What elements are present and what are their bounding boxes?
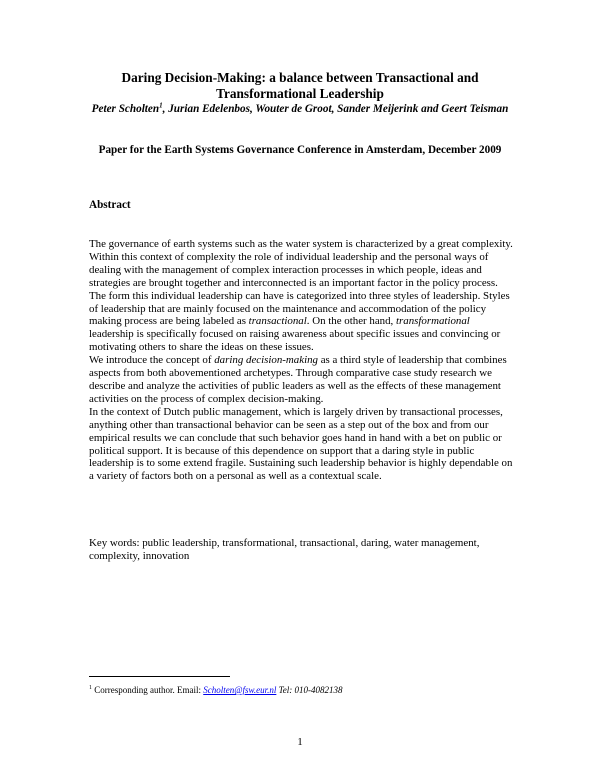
emphasis-daring-decision-making: daring decision-making [214, 354, 318, 367]
email-link[interactable]: Scholten@fsw.eur.nl [203, 685, 277, 695]
keywords: Key words: public leadership, transformational, transactional, daring, water management, complexity, innovation [89, 537, 480, 562]
abstract-paragraph-1: The governance of earth systems such as the water system is characterized by a great complexity. Within this context of complexity the role of individual leadership and the personal ways of dealing with the management of complex interaction processes in which people, ideas and strategies are brought together and interconnected is an important factor in the policy process. [89, 238, 513, 289]
author-list [80, 102, 520, 117]
co-authors: , Jurian Edelenbos, Wouter de Groot, Sander Meijerink and Geert Teisman [162, 103, 509, 115]
paper-title: Daring Decision-Making: a balance between Transactional and Transformational Leadership [121, 70, 479, 101]
footnote-telephone: Tel: 010-4082138 [276, 685, 343, 695]
text-span: The form this individual leadership can have is categorized into three styles of leadership. Styles of leadership that are mainly focused on the maintenance and accommodation of the policy making process are being labeled as [89, 289, 510, 328]
emphasis-transformational: transformational [396, 315, 470, 328]
abstract-heading: Abstract [89, 199, 131, 211]
abstract-paragraph-3 [89, 354, 516, 406]
footnote-text: Corresponding author. Email: [92, 685, 204, 695]
text-span: We introduce the concept of [89, 354, 215, 367]
text-span: leadership is specifically focused on raising awareness about specific issues and convincing or motivating others to share the ideas on these issues. [89, 328, 501, 354]
abstract-body [89, 238, 516, 483]
footnote-divider [89, 676, 230, 677]
abstract-paragraph-4: In the context of Dutch public management, which is largely driven by transactional processes, anything other than transactional behavior can be seen as a step out of the box and from our empirical results we can conclude that such behavior goes hand in hand with a bet on public or political support. It is because of this dependence on support that a daring style in public leadership is to some extend fragile. Sustaining such leadership behavior is highly dependable on a variety of factors both on a personal as well as a contextual scale. [89, 405, 513, 483]
footnote-marker: 1 [89, 685, 92, 691]
emphasis-transactional: transactional [248, 315, 307, 328]
conference-line: Paper for the Earth Systems Governance Conference in Amsterdam, December 2009 [98, 144, 502, 156]
text-span: as a third style of leadership that combines aspects from both abovementioned archetypes. Through comparative case study research we describe and analyze the activities of public leaders as well as the effects of these management activities on the process of complex decision-making. [89, 354, 507, 405]
page-number: 1 [297, 736, 303, 748]
author-footnote-marker[interactable]: 1 [159, 101, 163, 110]
text-span: . On the other hand, [306, 315, 396, 328]
abstract-paragraph-2 [89, 290, 516, 355]
first-author: Peter Scholten [91, 103, 160, 115]
footnote [89, 683, 343, 696]
